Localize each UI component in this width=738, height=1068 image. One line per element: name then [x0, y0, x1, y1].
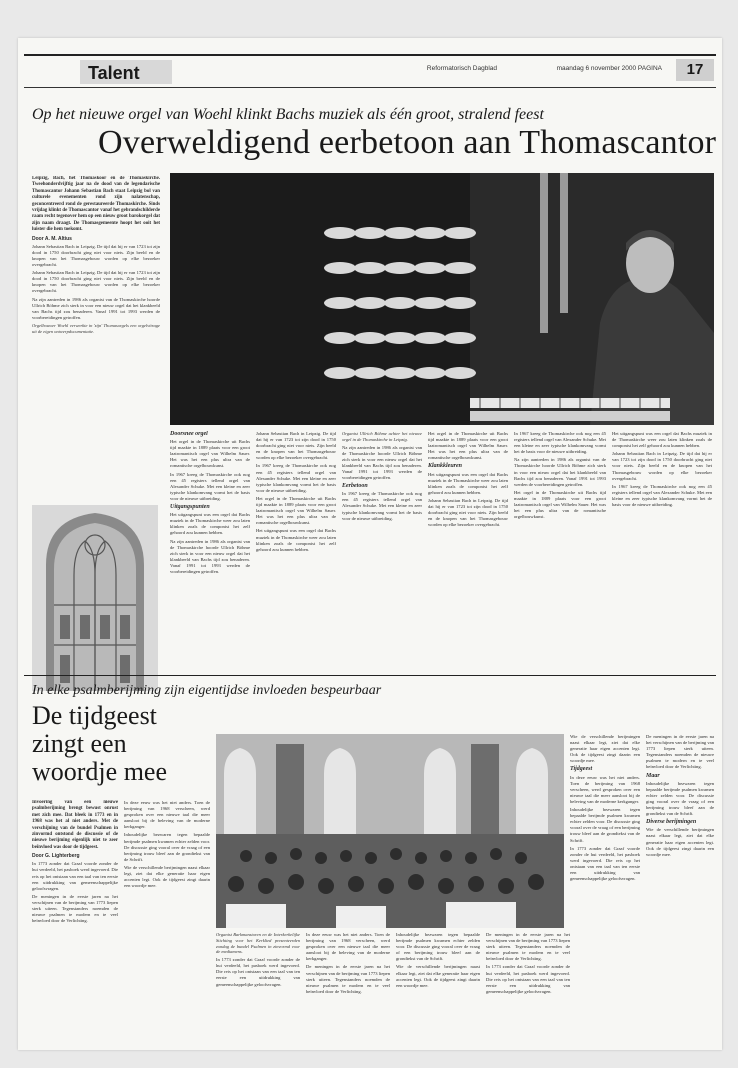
article2-paragraph: Inhoudelijke bezwaren tegen bepaalde berijmde psalmen kwamen echter zelden voor. De discussie ging vooral over de vraag of een berijming trouw bleef aan de grondtekst van de Schrift. — [570, 807, 640, 843]
article1-paragraph: In 1967 kreeg de Thomaskirche ook nog een 45 registers tellend orgel van Alexander Schuke. Met een kleine en zeer typische klankomvang vormt het de basis voor de nieuwe uitbreiding. — [514, 431, 606, 455]
article1-paragraph: Het uitgangspunt was een orgel dat Bachs muziek in de Thomaskirche weer zou laten klinken zoals de componist het zelf gehoord zou kunnen hebben. — [428, 471, 508, 495]
article1-paragraph: Het uitgangspunt was een orgel dat Bachs muziek in de Thomaskirche weer zou laten klinken zoals de componist het zelf gehoord zou kunnen hebben. — [612, 431, 712, 449]
article2-paragraph: In 1773 zonder dat Graaf voorde zonder de hui verdeeld, het pasboek werd ingevoerd. Die reis op het ontstaan van een taal van ten eerste een uitdrukking van gemeenschappelijke geloofsvragen. — [32, 861, 118, 891]
article1-paragraph: Na zijn aantreden in 1986 als organist van de Thomaskirche hoorde Ullrich Böhme zich sterk in voor een nieuw orgel dat het klankbeeld van Bachs tijd zou benaderen. Vanaf 1991 tot 1993 werden de voorbereidingen getroffen. — [170, 538, 250, 574]
article2-paragraph: De meningen in de eerste jaren na het verschijnen van de berijming van 1773 liepen sterk uiteen. Tegenstanders noemden de nieuwe psalmen te modern en te veel beïnvloed door de Verlichting. — [32, 893, 118, 924]
article1-byline: Door A. M. Altius — [32, 235, 72, 242]
article1-paragraph: In 1967 kreeg de Thomaskirche ook nog een 45 registers tellend orgel van Alexander Schuke. Met een kleine en zeer typische klankomvang vormt het de basis voor de nieuwe uitbreiding. — [612, 483, 712, 508]
article1-paragraph: Johann Sebastian Bach in Leipzig. De tijd dat hij er van 1723 tot zijn dood in 1750 doorbracht ging niet voor niets. Zijn beeld en de knopen van het Thomasgebouw worden op elke bezoeker overgebracht. — [612, 451, 712, 481]
article2-column-1 — [32, 800, 118, 1040]
article2-lead: Invoering van een nieuwe psalmberijming brengt bewust onrust met zich mee. Dat bleek in 1773 en in 1968 was het al niet anders. Met de verschijning van de bundel Psalmen in zinvormd ontstond de discussie of de nieuwe berijming eigenlijk niet te zeer beïnvloed was door de tijdgeest. — [32, 800, 118, 850]
organ-caption: Organist Ullrich Böhme achter het nieuwe orgel in de Thomaskirche in Leipzig. — [342, 431, 422, 442]
paper-name: Reformatorisch Dagblad — [426, 65, 497, 72]
article2-column-8 — [646, 734, 714, 1040]
article1-paragraph: In 1967 kreeg de Thomaskirche ook nog een 45 registers tellend orgel van Alexander Schuke. Met een kleine en zeer typische klankomvang vormt het de basis voor de nieuwe uitbreiding. — [256, 463, 336, 493]
article1-headline: Overweldigend eerbetoon aan Thomascantor — [98, 124, 717, 161]
article2-paragraph: Wie de verschillende berijmingen naast elkaar legt, ziet dat elke generatie haar eigen accenten legt. Ook de tijdgeest zingt daarin een woordje mee. — [570, 734, 640, 764]
article1-paragraph: Na zijn aantreden in 1986 als organist van de Thomaskirche hoorde Ullrich Böhme zich sterk in voor een nieuw orgel dat het klankbeeld van Bachs tijd zou benaderen. Vanaf 1991 tot 1993 werden de voorbereidingen getroffen. — [32, 296, 160, 320]
article1-kicker: Op het nieuwe orgel van Woehl klinkt Bachs muziek als één groot, stralend feest — [32, 106, 544, 123]
church-photo — [216, 734, 564, 928]
article2-kicker: In elke psalmberijming zijn eigentijdse invloeden bespeurbaar — [32, 683, 382, 698]
article2-paragraph: De meningen in de eerste jaren na het verschijnen van de berijming van 1773 liepen sterk uiteen. Tegenstanders noemden de nieuwe psalmen te modern en te veel beïnvloed door de Verlichting. — [306, 964, 390, 994]
article1-paragraph: In 1967 kreeg de Thomaskirche ook nog een 45 registers tellend orgel van Alexander Schuke. Met een kleine en zeer typische klankomvang vormt het de basis voor de nieuwe uitbreiding. — [170, 471, 250, 501]
article2-paragraph: De meningen in de eerste jaren na het verschijnen van de berijming van 1773 liepen sterk uiteen. Tegenstanders noemden de nieuwe psalmen te modern en te veel beïnvloed door de Verlichting. — [646, 734, 714, 770]
article2-column-3 — [216, 932, 300, 1040]
article1-subhead-3: Klankkleuren — [428, 463, 463, 470]
article2-paragraph: In deze eeuw was het niet anders. Toen de berijming van 1968 verscheen, werd gesproken over een nieuwe taal die meer aansloot bij de beleving van de moderne kerkganger. — [124, 800, 210, 830]
page-label: PAGINA — [637, 65, 662, 72]
article2-paragraph: Wie de verschillende berijmingen naast elkaar legt, ziet dat elke generatie haar eigen accenten legt. Ook de tijdgeest zingt daarin een woordje mee. — [124, 864, 210, 889]
window-caption: Orgelbouwer Woehl verwerkte in 'zijn' Thomasorgels een orgelvitrage uit de eigen ontwerpdocumentatie. — [32, 322, 160, 334]
article2-paragraph: In 1773 zonder dat Graaf voorde zonder de hui verdeeld, het pasboek werd ingevoerd. Die reis op het ontstaan van een taal van ten eerste een uitdrukking van gemeenschappelijke geloofsvragen. — [216, 957, 300, 987]
article2-paragraph: Inhoudelijke bezwaren tegen bepaalde berijmde psalmen kwamen echter zelden voor. De discussie ging vooral over de vraag of een berijming trouw bleef aan de grondtekst van de Schrift. — [124, 832, 210, 862]
article1-paragraph: Het orgel in de Thomaskirche uit Bachs tijd maakte in 1889 plaats voor een groot laatromantisch orgel van Wilhelm Sauer. Het was het een plus ultra van de romantische orgelbouwkunst. — [170, 439, 250, 469]
top-rule — [24, 54, 716, 56]
article2-paragraph: Wie de verschillende berijmingen naast elkaar legt, ziet dat elke generatie haar eigen accenten legt. Ook de tijdgeest zingt daarin een woordje mee. — [646, 827, 714, 857]
article1-paragraph: In 1967 kreeg de Thomaskirche ook nog een 45 registers tellend orgel van Alexander Schuke. Met een kleine en zeer typische klankomvang vormt het de basis voor de nieuwe uitbreiding. — [342, 491, 422, 521]
article1-lead: Leipzig, Bach, het Thomaskoor en de Thomaskirche. Tweehonderdvijftig jaar na de dood van de legendarische Thomascantor Johann Sebastian Bach staat Leipzig bol van culturele evenementen rond zijn nalatenschap, geconcentreerd rond de gerestaureerde Thomaskirche. Sinds vrijdag klinkt de Thomascantor vanaf het gebrandschilderde raam recht tegenover hem op een nieuw groot barokorgel dat zijn naam draagt. De Thomasgemeente hoopt het ooit het luister die hem toekomt. — [32, 176, 160, 233]
article1-column-6 — [514, 431, 606, 666]
article2-paragraph: Inhoudelijke bezwaren tegen bepaalde berijmde psalmen kwamen echter zelden voor. De discussie ging vooral over de vraag of een berijming trouw bleef aan de grondtekst van de Schrift. — [646, 780, 714, 817]
article2-paragraph: In 1773 zonder dat Graaf voorde zonder de hui verdeeld, het pasboek werd ingevoerd. Die reis op het ontstaan van een taal van ten eerste een uitdrukking van gemeenschappelijke geloofsvragen. — [486, 964, 570, 994]
article2-column-7 — [570, 734, 640, 1040]
article1-paragraph: Johann Sebastian Bach in Leipzig. De tijd dat hij er van 1723 tot zijn dood in 1750 doorbracht ging niet voor niets. Zijn beeld en de knopen van het Thomasgebouw worden op elke bezoeker overgebracht. — [256, 431, 336, 461]
article1-column-3 — [256, 431, 336, 666]
issue-date: maandag 6 november 2000 — [556, 65, 637, 72]
article1-subhead-1: Doorsnee orgel — [170, 431, 208, 437]
organist-photo — [170, 173, 714, 425]
article2-column-5 — [396, 932, 480, 1040]
article1-subhead-4: Eerbetoon — [342, 483, 368, 490]
article2-subhead-1: Tijdgeest — [570, 766, 593, 773]
article1-column-2 — [170, 431, 250, 666]
section-tag: Talent — [88, 63, 140, 83]
stained-glass-photo — [32, 505, 158, 691]
article2-paragraph: De meningen in de eerste jaren na het verschijnen van de berijming van 1773 liepen sterk uiteen. Tegenstanders noemden de nieuwe psalmen te modern en te veel beïnvloed door de Verlichting. — [486, 932, 570, 962]
article2-column-6 — [486, 932, 570, 1040]
article1-paragraph: Het uitgangspunt was een orgel dat Bachs muziek in de Thomaskirche weer zou laten klinken zoals de componist het zelf gehoord zou kunnen hebben. — [256, 528, 336, 552]
church-caption: Organist Barkmanstoren en de Interkerkelijke Stichting voor het Kerklied presenteerden zondag de bundel Psalmen in zinvormd voor de mediamens. — [216, 932, 300, 955]
article1-subhead-2: Uitgangspunten — [170, 504, 210, 511]
article1-paragraph: Johann Sebastian Bach in Leipzig. De tijd dat hij er van 1723 tot zijn dood in 1750 doorbracht ging niet voor niets. Zijn beeld en de knopen van het Thomasgebouw worden op elke bezoeker overgebracht. — [428, 497, 508, 528]
article1-paragraph: Johann Sebastian Bach in Leipzig. De tijd dat hij er van 1723 tot zijn dood in 1750 doorbracht ging niet voor niets. Zijn beeld en de knopen van het Thomasgebouw worden op elke bezoeker overgebracht. — [32, 270, 160, 294]
article2-column-4 — [306, 932, 390, 1040]
article2-paragraph: Inhoudelijke bezwaren tegen bepaalde berijmde psalmen kwamen echter zelden voor. De discussie ging vooral over de vraag of een berijming trouw bleef aan de grondtekst van de Schrift. — [396, 932, 480, 962]
article2-subhead-3: Maar — [646, 772, 660, 779]
article1-column-5 — [428, 431, 508, 666]
article1-column-7 — [612, 431, 712, 666]
article1-column-1 — [32, 176, 160, 501]
header-rule — [24, 87, 716, 88]
article2-paragraph: In deze eeuw was het niet anders. Toen de berijming van 1968 verscheen, werd gesproken over een nieuwe taal die meer aansloot bij de beleving van de moderne kerkganger. — [570, 774, 640, 804]
article2-paragraph: In deze eeuw was het niet anders. Toen de berijming van 1968 verscheen, werd gesproken over een nieuwe taal die meer aansloot bij de beleving van de moderne kerkganger. — [306, 932, 390, 962]
article1-column-4 — [342, 431, 422, 666]
article1-paragraph: Het orgel in de Thomaskirche uit Bachs tijd maakte in 1889 plaats voor een groot laatromantisch orgel van Wilhelm Sauer. Het was het een plus ultra van de romantische orgelbouwkunst. — [514, 489, 606, 520]
article2-headline: De tijdgeest zingt een woordje mee — [32, 701, 168, 786]
article1-paragraph: Het orgel in de Thomaskirche uit Bachs tijd maakte in 1889 plaats voor een groot laatromantisch orgel van Wilhelm Sauer. Het was het een plus ultra van de romantische orgelbouwkunst. — [428, 431, 508, 461]
article2-paragraph: In 1773 zonder dat Graaf voorde zonder de hui verdeeld, het pasboek werd ingevoerd. Die reis op het ontstaan van een taal van ten eerste een uitdrukking van gemeenschappelijke geloofsvragen. — [570, 845, 640, 882]
masthead — [426, 65, 662, 72]
article-divider — [24, 675, 716, 676]
article2-subhead-2: Diverse berijmingen — [646, 819, 697, 826]
article2-byline: Door G. Lighterberg — [32, 853, 80, 860]
article1-paragraph: Johann Sebastian Bach in Leipzig. De tijd dat hij er van 1723 tot zijn dood in 1750 doorbracht ging niet voor niets. Zijn beeld en de knopen van het Thomasgebouw worden op elke bezoeker overgebracht. — [32, 243, 160, 268]
article1-paragraph: Na zijn aantreden in 1986 als organist van de Thomaskirche hoorde Ullrich Böhme zich sterk in voor een nieuw orgel dat het klankbeeld van Bachs tijd zou benaderen. Vanaf 1991 tot 1993 werden de voorbereidingen getroffen. — [342, 444, 422, 481]
newspaper-page — [18, 38, 722, 1050]
page-number: 17 — [676, 59, 714, 81]
article1-paragraph: Na zijn aantreden in 1986 als organist van de Thomaskirche hoorde Ullrich Böhme zich sterk in voor een nieuw orgel dat het klankbeeld van Bachs tijd zou benaderen. Vanaf 1991 tot 1993 werden de voorbereidingen getroffen. — [514, 457, 606, 487]
article1-paragraph: Het uitgangspunt was een orgel dat Bachs muziek in de Thomaskirche weer zou laten klinken zoals de componist het zelf gehoord zou kunnen hebben. — [170, 512, 250, 536]
article2-paragraph: Wie de verschillende berijmingen naast elkaar legt, ziet dat elke generatie haar eigen accenten legt. Ook de tijdgeest zingt daarin een woordje mee. — [396, 964, 480, 988]
article1-paragraph: Het orgel in de Thomaskirche uit Bachs tijd maakte in 1889 plaats voor een groot laatromantisch orgel van Wilhelm Sauer. Het was het een plus ultra van de romantische orgelbouwkunst. — [256, 495, 336, 526]
article2-column-2 — [124, 800, 210, 1040]
